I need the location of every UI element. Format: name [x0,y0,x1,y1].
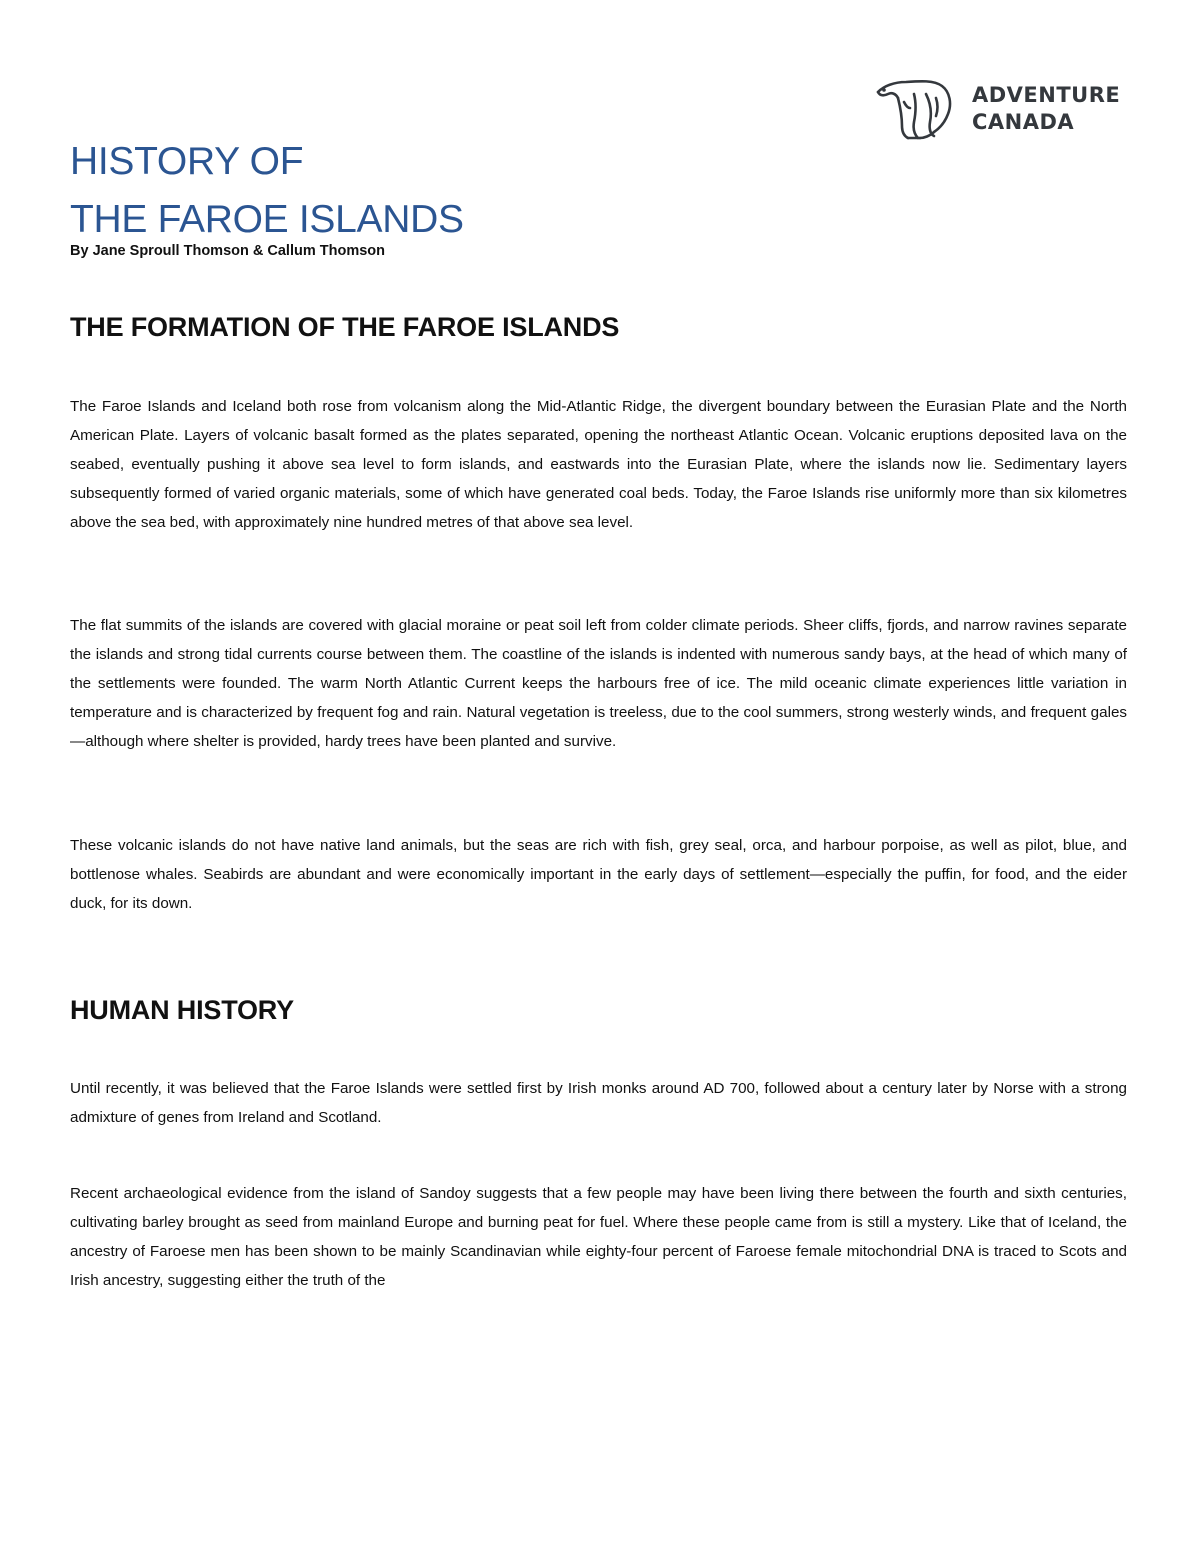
paragraph: Recent archaeological evidence from the island of Sandoy suggests that a few people may have been living there between the fourth and sixth centuries, cultivating barley brought as seed from mainland Europe and burning peat for fuel. Where these people came from is still a mystery. Like that of Iceland, the ancestry of Faroese men has been shown to be mainly Scandinavian while eighty-four percent of Faroese female mitochondrial DNA is traced to Scots and Irish ancestry, suggesting either the truth of the [70,1185,1127,1289]
byline: By Jane Sproull Thomson & Callum Thomson [70,243,385,259]
paragraph: The Faroe Islands and Iceland both rose from volcanism along the Mid-Atlantic Ridge, the divergent boundary between the Eurasian Plate and the North American Plate. Layers of volcanic basalt formed as the plates separated, opening the northeast Atlantic Ocean. Volcanic eruptions deposited lava on the seabed, eventually pushing it above sea level to form islands, and eastwards into the Eurasian Plate, where the islands now lie. Sedimentary layers subsequently formed of varied organic materials, some of which have generated coal beds. Today, the Faroe Islands rise uniformly more than six kilometres above the sea bed, with approximately nine hundred metres of that above sea level. [70,398,1127,531]
paragraph: These volcanic islands do not have native land animals, but the seas are rich with fish, grey seal, orca, and harbour porpoise, as well as pilot, blue, and bottlenose whales. Seabirds are abundant and were economically important in the early days of settlement—especially the puffin, for food, and the eider duck, for its down. [70,837,1127,912]
logo-wordmark [972,82,1120,136]
document-title [70,133,464,249]
paragraph: Until recently, it was believed that the Faroe Islands were settled first by Irish monks around AD 700, followed about a century later by Norse with a strong admixture of genes from Ireland and Scotland. [70,1080,1127,1126]
paragraph: The flat summits of the islands are covered with glacial moraine or peat soil left from colder climate periods. Sheer cliffs, fjords, and narrow ravines separate the islands and strong tidal currents course between them. The coastline of the islands is indented with numerous sandy bays, at the head of which many of the settlements were founded. The warm North Atlantic Current keeps the harbours free of ice. The mild oceanic climate experiences little variation in temperature and is characterized by frequent fog and rain. Natural vegetation is treeless, due to the cool summers, strong westerly winds, and frequent gales—although where shelter is provided, hardy trees have been planted and survive. [70,617,1127,750]
title-line-2: THE FAROE ISLANDS [70,198,464,241]
logo-line-1: ADVENTURE [972,83,1121,107]
title-line-1: HISTORY OF [70,140,304,183]
polar-bear-icon [874,72,954,142]
logo-line-2: CANADA [972,110,1075,134]
adventure-canada-logo [874,72,1124,142]
section-heading-formation: THE FORMATION OF THE FAROE ISLANDS [70,312,620,342]
section-heading-human-history: HUMAN HISTORY [70,995,294,1025]
